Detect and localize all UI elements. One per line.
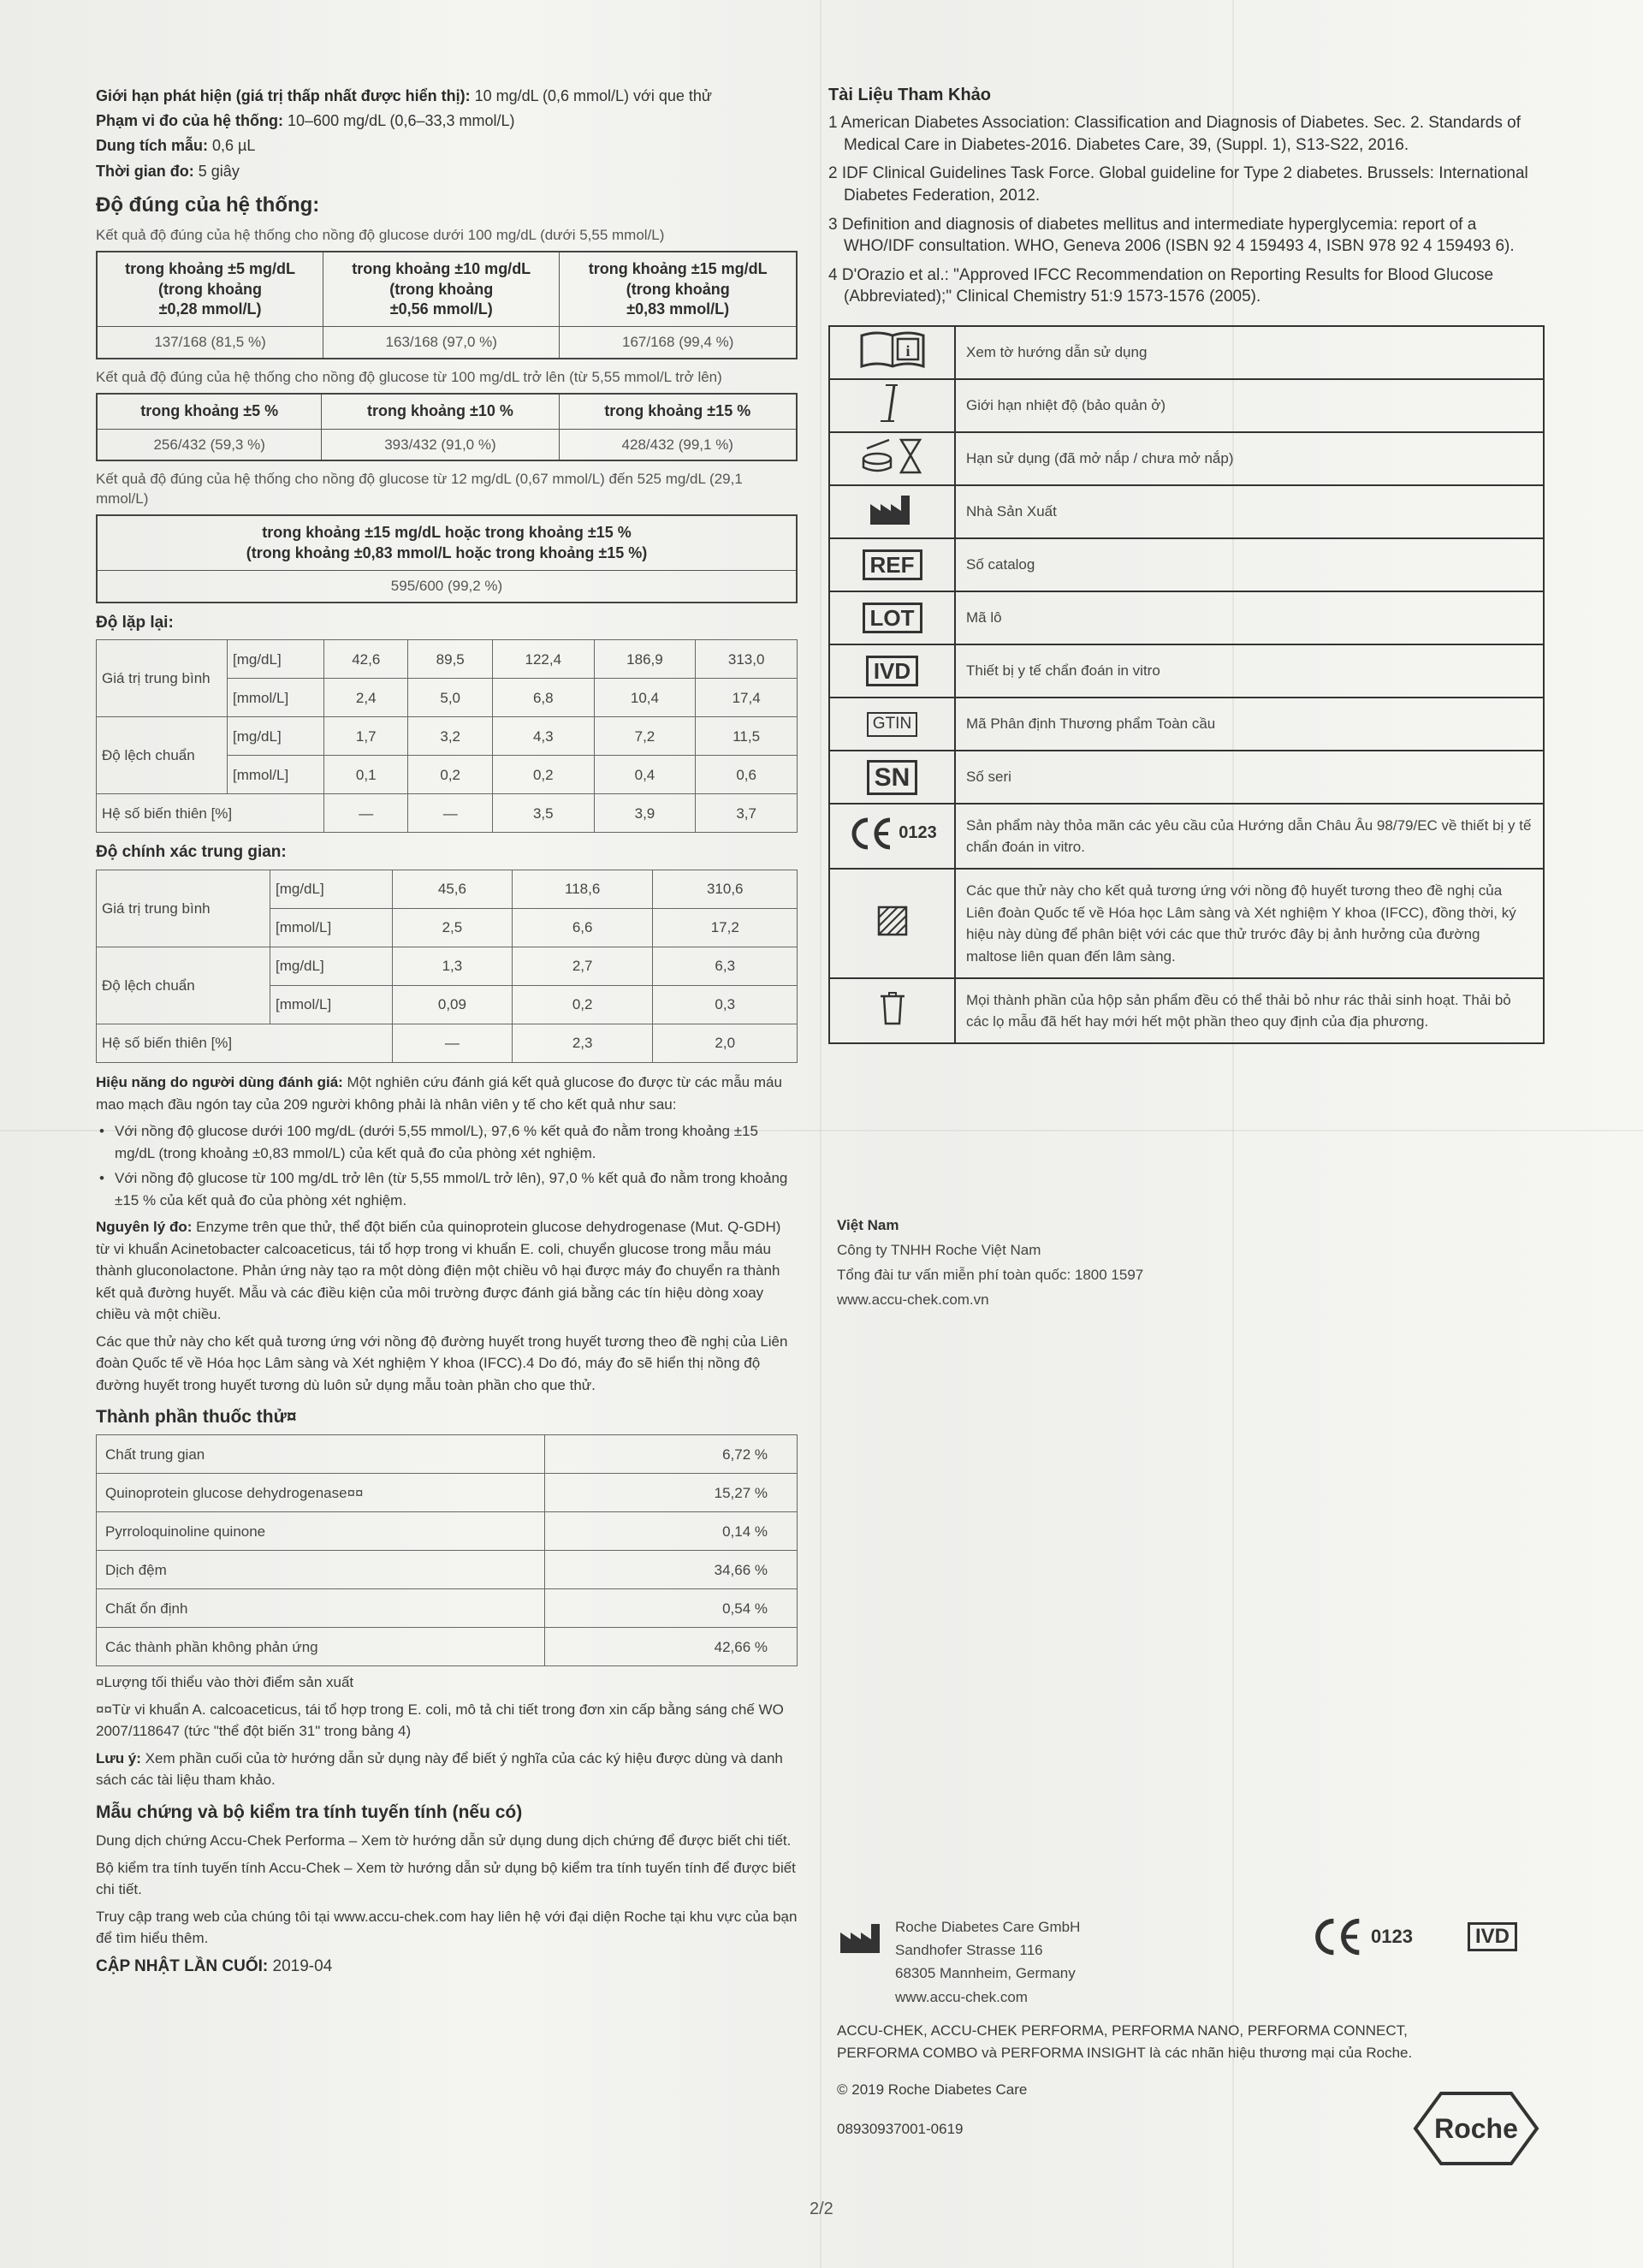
table-cell: 0,2 <box>408 756 492 794</box>
table-cell: 89,5 <box>408 640 492 679</box>
table-cell: 4,3 <box>492 717 594 756</box>
table-cell: 310,6 <box>653 870 798 909</box>
accuracy-header: trong khoảng ±15 mg/dL (trong khoảng ±0,83 mmol/L) <box>560 252 797 327</box>
table-cell: 0,6 <box>696 756 798 794</box>
intermediate-precision-title: Độ chính xác trung gian: <box>96 843 287 862</box>
table-cell: 6,8 <box>492 679 594 717</box>
table-cell: 2,5 <box>393 909 513 947</box>
manufacturer-street: Sandhofer Strasse 116 <box>895 1942 1043 1959</box>
reagent-value: 6,72 % <box>545 1435 798 1474</box>
unit-label: [mg/dL] <box>270 947 393 986</box>
copyright: © 2019 Roche Diabetes Care <box>837 2081 1028 2098</box>
spec-sample-volume: Dung tích mẫu: 0,6 µL <box>96 137 256 155</box>
repeatability-table <box>96 639 798 833</box>
reagents-footnote-1: ¤Lượng tối thiểu vào thời điểm sản xuất <box>96 1674 354 1691</box>
consult-instructions-icon <box>829 326 955 379</box>
last-update: CẬP NHẬT LẦN CUỐI: 2019-04 <box>96 1956 333 1975</box>
website-link[interactable]: www.accu-chek.com.vn <box>837 1291 989 1308</box>
reference-item: 3 Definition and diagnosis of diabetes mellitus and intermediate hyperglycemia: report of a WHO/IDF consultation. WHO, Geneva 2006 (ISBN 92 4 159493 4, ISBN 978 92 4 159493 6). <box>828 215 1515 256</box>
table-cell: 45,6 <box>393 870 513 909</box>
accuracy-header: trong khoảng ±15 mg/dL hoặc trong khoảng ±15 % (trong khoảng ±0,83 mmol/L hoặc trong khoảng ±15 %) <box>97 515 797 570</box>
references-title: Tài Liệu Tham Khảo <box>828 86 992 104</box>
accuracy-cell: 393/432 (91,0 %) <box>322 429 559 460</box>
controls-line: Truy cập trang web của chúng tôi tại www.accu-chek.com hay liên hệ với đại diện Roche tại khu vực của bạn để tìm hiểu thêm. <box>96 1908 798 1947</box>
accuracy-header: trong khoảng ±15 % <box>559 394 797 429</box>
manufacturer-icon <box>829 485 955 538</box>
plasma-note-paragraph: Các que thử này cho kết quả tương ứng với nồng độ đường huyết trong huyết tương theo đề nghị của Liên đoàn Quốc tế về Hóa học Lâm sàng và Xét nghiệm Y khoa (IFCC).4 Do đó, máy đo sẽ hiển thị nồng độ đường huyết trong huyết tương dù luôn sử dụng mẫu toàn phần cho que thử. <box>96 1333 788 1393</box>
table-cell: 3,7 <box>696 794 798 833</box>
note-paragraph: Lưu ý: Xem phần cuối của tờ hướng dẫn sử dụng này để biết ý nghĩa của các ký hiệu được dùng và danh sách các tài liệu tham khảo. <box>96 1749 783 1789</box>
table-cell: 42,6 <box>324 640 408 679</box>
row-label-mean: Giá trị trung bình <box>97 640 228 717</box>
manufacturer-name: Roche Diabetes Care GmbH <box>895 1919 1081 1935</box>
symbol-description: Các que thử này cho kết quả tương ứng với nồng độ huyết tương theo đề nghị của Liên đoàn Quốc tế về Hóa học Lâm sàng và Xét nghiệm Y khoa (IFCC), đồng thời, ký hiệu này dùng để phân biệt với các que thử trước đây bị ảnh hưởng của đường maltose liên quan đến lâm sàng. <box>955 869 1544 978</box>
company-name: Công ty TNHH Roche Việt Nam <box>837 1241 1041 1258</box>
table-cell: 186,9 <box>594 640 696 679</box>
reagent-name: Pyrroloquinoline quinone <box>97 1512 545 1551</box>
reagent-name: Chất trung gian <box>97 1435 545 1474</box>
symbol-description: Giới hạn nhiệt độ (bảo quản ở) <box>955 379 1544 432</box>
unit-label: [mg/dL] <box>228 640 324 679</box>
accuracy-cell: 256/432 (59,3 %) <box>97 429 322 460</box>
reagents-table <box>96 1434 798 1666</box>
reagent-value: 15,27 % <box>545 1474 798 1512</box>
row-label-cv: Hệ số biến thiên [%] <box>97 1024 393 1063</box>
reference-item: 2 IDF Clinical Guidelines Task Force. Global guideline for Type 2 diabetes. Brussels: International Diabetes Federation, 2012. <box>828 164 1528 205</box>
table-cell: 5,0 <box>408 679 492 717</box>
svg-text:Roche: Roche <box>1434 2113 1518 2144</box>
accuracy-title: Độ đúng của hệ thống: <box>96 193 320 217</box>
reference-item: 1 American Diabetes Association: Classification and Diagnosis of Diabetes. Sec. 2. Standards of Medical Care in Diabetes-2016. Diabetes Care, 39, (Suppl. 1), S13-S22, 2016. <box>828 114 1521 154</box>
accuracy-header: trong khoảng ±5 % <box>97 394 322 429</box>
accuracy-header: trong khoảng ±10 mg/dL (trong khoảng ±0,56 mmol/L) <box>323 252 560 327</box>
accuracy-caption-2: Kết quả độ đúng của hệ thống cho nồng độ glucose từ 100 mg/dL trở lên (từ 5,55 mmol/L trở lên) <box>96 369 722 386</box>
table-cell: — <box>393 1024 513 1063</box>
user-evaluation-paragraph: Hiệu năng do người dùng đánh giá: Một nghiên cứu đánh giá kết quả glucose đo được từ các mẫu máu mao mạch đầu ngón tay của 209 người không phải là nhân viên y tế cho kết quả như sau: <box>96 1074 782 1113</box>
accuracy-cell: 167/168 (99,4 %) <box>560 327 797 359</box>
left-column <box>96 86 798 1984</box>
symbol-description: Xem tờ hướng dẫn sử dụng <box>955 326 1544 379</box>
table-cell: 0,4 <box>594 756 696 794</box>
symbol-description: Mọi thành phần của hộp sản phẩm đều có thể thải bỏ như rác thải sinh hoạt. Thải bỏ các lọ mẫu đã hết hay mới hết một phần theo quy định của địa phương. <box>955 978 1544 1043</box>
row-label-sd: Độ lệch chuẩn <box>97 717 228 794</box>
table-cell: 17,2 <box>653 909 798 947</box>
lot-number-icon: LOT <box>829 591 955 644</box>
table-cell: 2,3 <box>512 1024 653 1063</box>
ce-ivd-marks <box>1309 1917 1517 1956</box>
table-cell: 3,5 <box>492 794 594 833</box>
user-evaluation-bullet: • Với nồng độ glucose từ 100 mg/dL trở lên (từ 5,55 mmol/L trở lên), 97,0 % kết quả đo nằm trong khoảng ±15 % của kết quả đo của phòng xét nghiệm. <box>96 1167 798 1211</box>
spec-measuring-range: Phạm vi đo của hệ thống: 10–600 mg/dL (0,6–33,3 mmol/L) <box>96 112 515 130</box>
table-cell: 10,4 <box>594 679 696 717</box>
accuracy-caption-3: Kết quả độ đúng của hệ thống cho nồng độ glucose từ 12 mg/dL (0,67 mmol/L) đến 525 mg/dL (29,1 mmol/L) <box>96 471 743 508</box>
row-label-mean: Giá trị trung bình <box>97 870 270 947</box>
ce-mark-icon: 0123 <box>829 804 955 869</box>
table-cell: 0,2 <box>512 986 653 1024</box>
table-cell: 2,4 <box>324 679 408 717</box>
manufacturer-address <box>895 1915 1080 2009</box>
accuracy-cell: 595/600 (99,2 %) <box>97 571 797 603</box>
unit-label: [mg/dL] <box>228 717 324 756</box>
reagent-value: 0,54 % <box>545 1589 798 1628</box>
symbol-description: Sản phẩm này thỏa mãn các yêu cầu của Hướng dẫn Châu Âu 98/79/EC về thiết bị y tế chẩn đoán in vitro. <box>955 804 1544 869</box>
table-cell: 1,3 <box>393 947 513 986</box>
table-cell: 6,3 <box>653 947 798 986</box>
table-cell: 11,5 <box>696 717 798 756</box>
table-cell: 118,6 <box>512 870 653 909</box>
table-cell: 7,2 <box>594 717 696 756</box>
reagent-name: Chất ổn định <box>97 1589 545 1628</box>
unit-label: [mmol/L] <box>228 679 324 717</box>
accuracy-cell: 137/168 (81,5 %) <box>97 327 323 359</box>
manufacturer-icon <box>837 1921 888 1955</box>
symbol-description: Mã lô <box>955 591 1544 644</box>
user-evaluation-bullet: • Với nồng độ glucose dưới 100 mg/dL (dưới 5,55 mmol/L), 97,6 % kết quả đo nằm trong khoảng ±15 mg/dL (trong khoảng ±0,83 mmol/L) của kết quả đo của phòng xét nghiệm. <box>96 1120 798 1164</box>
roche-logo <box>1412 2090 1540 2171</box>
table-cell: 313,0 <box>696 640 798 679</box>
temperature-limit-icon <box>829 379 955 432</box>
accuracy-cell: 428/432 (99,1 %) <box>559 429 797 460</box>
table-cell: 122,4 <box>492 640 594 679</box>
table-cell: 1,7 <box>324 717 408 756</box>
reagent-name: Dịch đệm <box>97 1551 545 1589</box>
table-cell: 2,0 <box>653 1024 798 1063</box>
symbols-table <box>828 325 1545 1044</box>
repeatability-title: Độ lặp lại: <box>96 613 174 632</box>
controls-line: Dung dịch chứng Accu-Chek Performa – Xem tờ hướng dẫn sử dụng dung dịch chứng để được biết chi tiết. <box>96 1832 792 1849</box>
reagent-value: 42,66 % <box>545 1628 798 1666</box>
country-label: Việt Nam <box>837 1217 899 1233</box>
svg-text:i: i <box>905 341 910 359</box>
reagent-name: Các thành phần không phản ứng <box>97 1628 545 1666</box>
controls-line: Bộ kiểm tra tính tuyến tính Accu-Chek – Xem tờ hướng dẫn sử dụng bộ kiểm tra tính tuyến tính để được biết chi tiết. <box>96 1859 796 1898</box>
unit-label: [mmol/L] <box>228 756 324 794</box>
measurement-principle-paragraph: Nguyên lý đo: Enzyme trên que thử, thể đột biến của quinoprotein glucose dehydrogenase (Mut. Q-GDH) từ vi khuẩn Acinetobacter calcoaceticus, tái tổ hợp trong vi khuẩn E. coli, chuyển glucose trong mẫu máu thành gluconolactone. Phản ứng này tạo ra một dòng điện một chiều vô hại được máy đo chuyển ra thành kết quả đường huyết. Mẫu và các điều kiện của môi trường được đánh giá bằng các tín hiệu dòng xoay chiều và một chiều. <box>96 1219 781 1323</box>
accuracy-header: trong khoảng ±5 mg/dL (trong khoảng ±0,28 mmol/L) <box>97 252 323 327</box>
table-cell: 6,6 <box>512 909 653 947</box>
reagent-value: 34,66 % <box>545 1551 798 1589</box>
table-cell: 0,09 <box>393 986 513 1024</box>
trademark-notice: ACCU-CHEK, ACCU-CHEK PERFORMA, PERFORMA NANO, PERFORMA CONNECT, PERFORMA COMBO và PERFORMA INSIGHT là các nhãn hiệu thương mại của Roche. <box>837 2022 1413 2062</box>
reagent-name: Quinoprotein glucose dehydrogenase¤¤ <box>97 1474 545 1512</box>
accuracy-caption-1: Kết quả độ đúng của hệ thống cho nồng độ glucose dưới 100 mg/dL (dưới 5,55 mmol/L) <box>96 227 665 244</box>
symbol-description: Mã Phân định Thương phẩm Toàn cầu <box>955 698 1544 751</box>
unit-label: [mg/dL] <box>270 870 393 909</box>
table-cell: 17,4 <box>696 679 798 717</box>
symbol-description: Thiết bị y tế chẩn đoán in vitro <box>955 644 1544 698</box>
unit-label: [mmol/L] <box>270 986 393 1024</box>
accuracy-cell: 163/168 (97,0 %) <box>323 327 560 359</box>
reagents-footnote-2: ¤¤Từ vi khuẩn A. calcoaceticus, tái tổ hợp trong E. coli, mô tả chi tiết trong đơn xin cấp bằng sáng chế WO 2007/118647 (tức "thể đột biến 31" trong bảng 4) <box>96 1701 784 1740</box>
manufacturer-city: 68305 Mannheim, Germany <box>895 1965 1076 1982</box>
reference-item: 4 D'Orazio et al.: "Approved IFCC Recommendation on Reporting Results for Blood Glucose (Abbreviated);" Clinical Chemistry 51:9 1573-1576 (2005). <box>828 265 1494 306</box>
table-cell: — <box>324 794 408 833</box>
reagent-value: 0,14 % <box>545 1512 798 1551</box>
document-code: 08930937001-0619 <box>837 2121 964 2137</box>
page-number: 2/2 <box>810 2200 833 2218</box>
manufacturer-website[interactable]: www.accu-chek.com <box>895 1988 1028 2005</box>
catalog-number-icon: REF <box>829 538 955 591</box>
spec-detection-limit: Giới hạn phát hiện (giá trị thấp nhất được hiển thị): 10 mg/dL (0,6 mmol/L) với que thử <box>96 87 712 104</box>
serial-number-icon: SN <box>829 751 955 804</box>
plasma-calibrated-icon <box>829 869 955 978</box>
ce-mark-icon <box>1309 1917 1366 1956</box>
controls-title: Mẫu chứng và bộ kiểm tra tính tuyến tính (nếu có) <box>96 1802 523 1822</box>
unit-label: [mmol/L] <box>270 909 393 947</box>
disposal-bin-icon <box>829 978 955 1043</box>
reagents-title: Thành phần thuốc thử¤ <box>96 1407 297 1428</box>
table-cell: 3,2 <box>408 717 492 756</box>
accuracy-table-1 <box>96 251 798 359</box>
symbol-description: Hạn sử dụng (đã mở nắp / chưa mở nắp) <box>955 432 1544 485</box>
ce-number: 0123 <box>1371 1926 1413 1947</box>
spec-test-time: Thời gian đo: 5 giây <box>96 162 240 180</box>
accuracy-table-2 <box>96 393 798 461</box>
vietnam-contact <box>837 1214 1143 1313</box>
row-label-sd: Độ lệch chuẩn <box>97 947 270 1024</box>
symbol-description: Số seri <box>955 751 1544 804</box>
gtin-icon: GTIN <box>829 698 955 751</box>
hotline: Tổng đài tư vấn miễn phí toàn quốc: 1800 1597 <box>837 1266 1144 1283</box>
table-cell: 2,7 <box>512 947 653 986</box>
accuracy-header: trong khoảng ±10 % <box>322 394 559 429</box>
table-cell: 0,3 <box>653 986 798 1024</box>
expiry-hourglass-icon <box>829 432 955 485</box>
accuracy-table-3 <box>96 514 798 603</box>
table-cell: 3,9 <box>594 794 696 833</box>
ivd-icon: IVD <box>1468 1922 1517 1951</box>
right-column <box>828 84 1539 1044</box>
table-cell: — <box>408 794 492 833</box>
row-label-cv: Hệ số biến thiên [%] <box>97 794 324 833</box>
ivd-icon: IVD <box>829 644 955 698</box>
symbol-description: Nhà Sản Xuất <box>955 485 1544 538</box>
table-cell: 0,1 <box>324 756 408 794</box>
table-cell: 0,2 <box>492 756 594 794</box>
symbol-description: Số catalog <box>955 538 1544 591</box>
intermediate-precision-table <box>96 870 798 1063</box>
